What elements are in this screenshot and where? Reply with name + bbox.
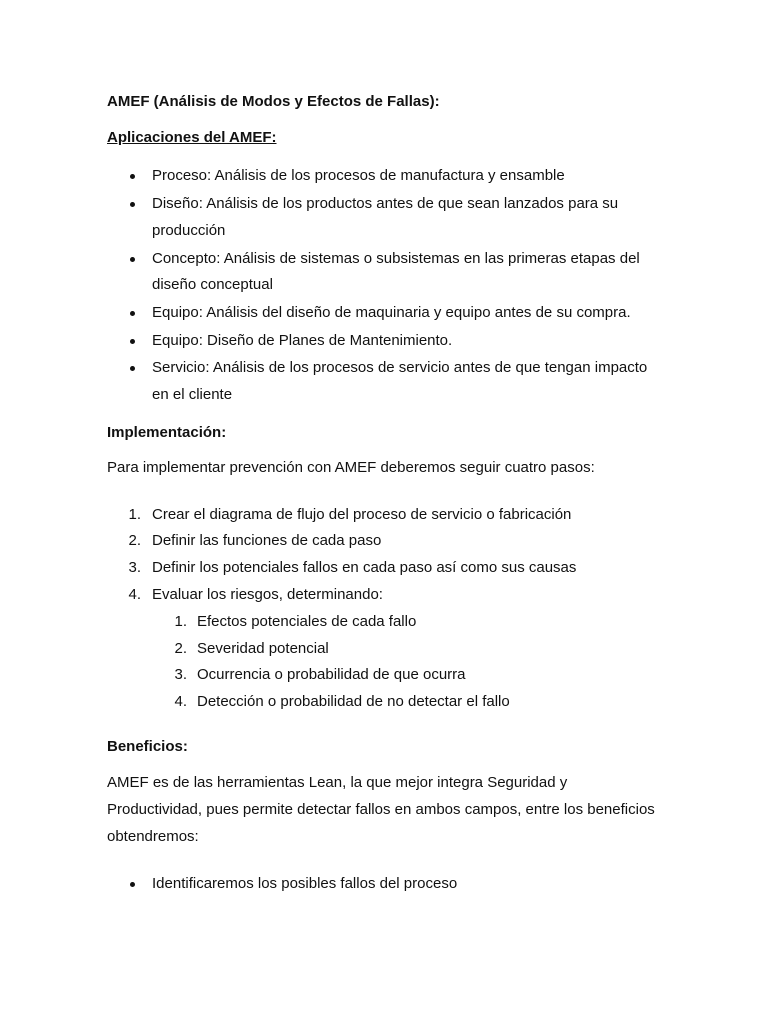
bullet-icon [130,339,135,344]
substep-text: Severidad potencial [197,640,329,657]
list-item-text: Servicio: Análisis de los procesos de servicio antes de que tengan impacto [152,359,648,376]
substep-number: 3. [174,666,187,683]
list-item-text: Proceso: Análisis de los procesos de manufactura y ensamble [152,167,565,184]
substep-text: Detección o probabilidad de no detectar el fallo [197,693,510,710]
step-number: 4. [128,586,141,603]
substep-number: 4. [174,693,187,710]
bullet-icon [130,202,135,207]
bullet-icon [130,366,135,371]
substep-number: 1. [174,613,187,630]
list-item-text: Equipo: Análisis del diseño de maquinaria y equipo antes de su compra. [152,304,631,321]
list-item-text-continued: en el cliente [152,386,233,403]
bullet-icon [130,311,135,316]
bullet-icon [130,174,135,179]
implementacion-heading: Implementación: [107,424,227,441]
list-item-text: Diseño: Análisis de los productos antes de que sean lanzados para su [152,195,619,212]
list-item-text: Identificaremos los posibles fallos del proceso [152,875,458,892]
document-title: AMEF (Análisis de Modos y Efectos de Fallas): [107,93,440,110]
step-number: 3. [128,559,141,576]
list-item-text-continued: diseño conceptual [152,276,273,293]
paragraph-line: Productividad, pues permite detectar fallos en ambos campos, entre los beneficios [107,801,655,818]
list-item-text-continued: producción [152,222,226,239]
beneficios-heading: Beneficios: [107,738,188,755]
list-item-text: Equipo: Diseño de Planes de Mantenimiento. [152,332,453,349]
paragraph-line: AMEF es de las herramientas Lean, la que mejor integra Seguridad y [107,774,568,791]
step-text: Definir las funciones de cada paso [152,532,382,549]
substep-text: Ocurrencia o probabilidad de que ocurra [197,666,466,683]
bullet-icon [130,257,135,262]
step-number: 2. [128,532,141,549]
bullet-icon [130,882,135,887]
substep-number: 2. [174,640,187,657]
step-number: 1. [128,506,141,523]
implementacion-intro: Para implementar prevención con AMEF deberemos seguir cuatro pasos: [107,459,595,476]
step-text: Definir los potenciales fallos en cada paso así como sus causas [152,559,577,576]
paragraph-line: obtendremos: [107,828,199,845]
step-text: Evaluar los riesgos, determinando: [152,586,383,603]
step-text: Crear el diagrama de flujo del proceso de servicio o fabricación [152,506,572,523]
list-item-text: Concepto: Análisis de sistemas o subsistemas en las primeras etapas del [152,250,640,267]
substep-text: Efectos potenciales de cada fallo [197,613,417,630]
aplicaciones-heading: Aplicaciones del AMEF: [107,129,277,146]
